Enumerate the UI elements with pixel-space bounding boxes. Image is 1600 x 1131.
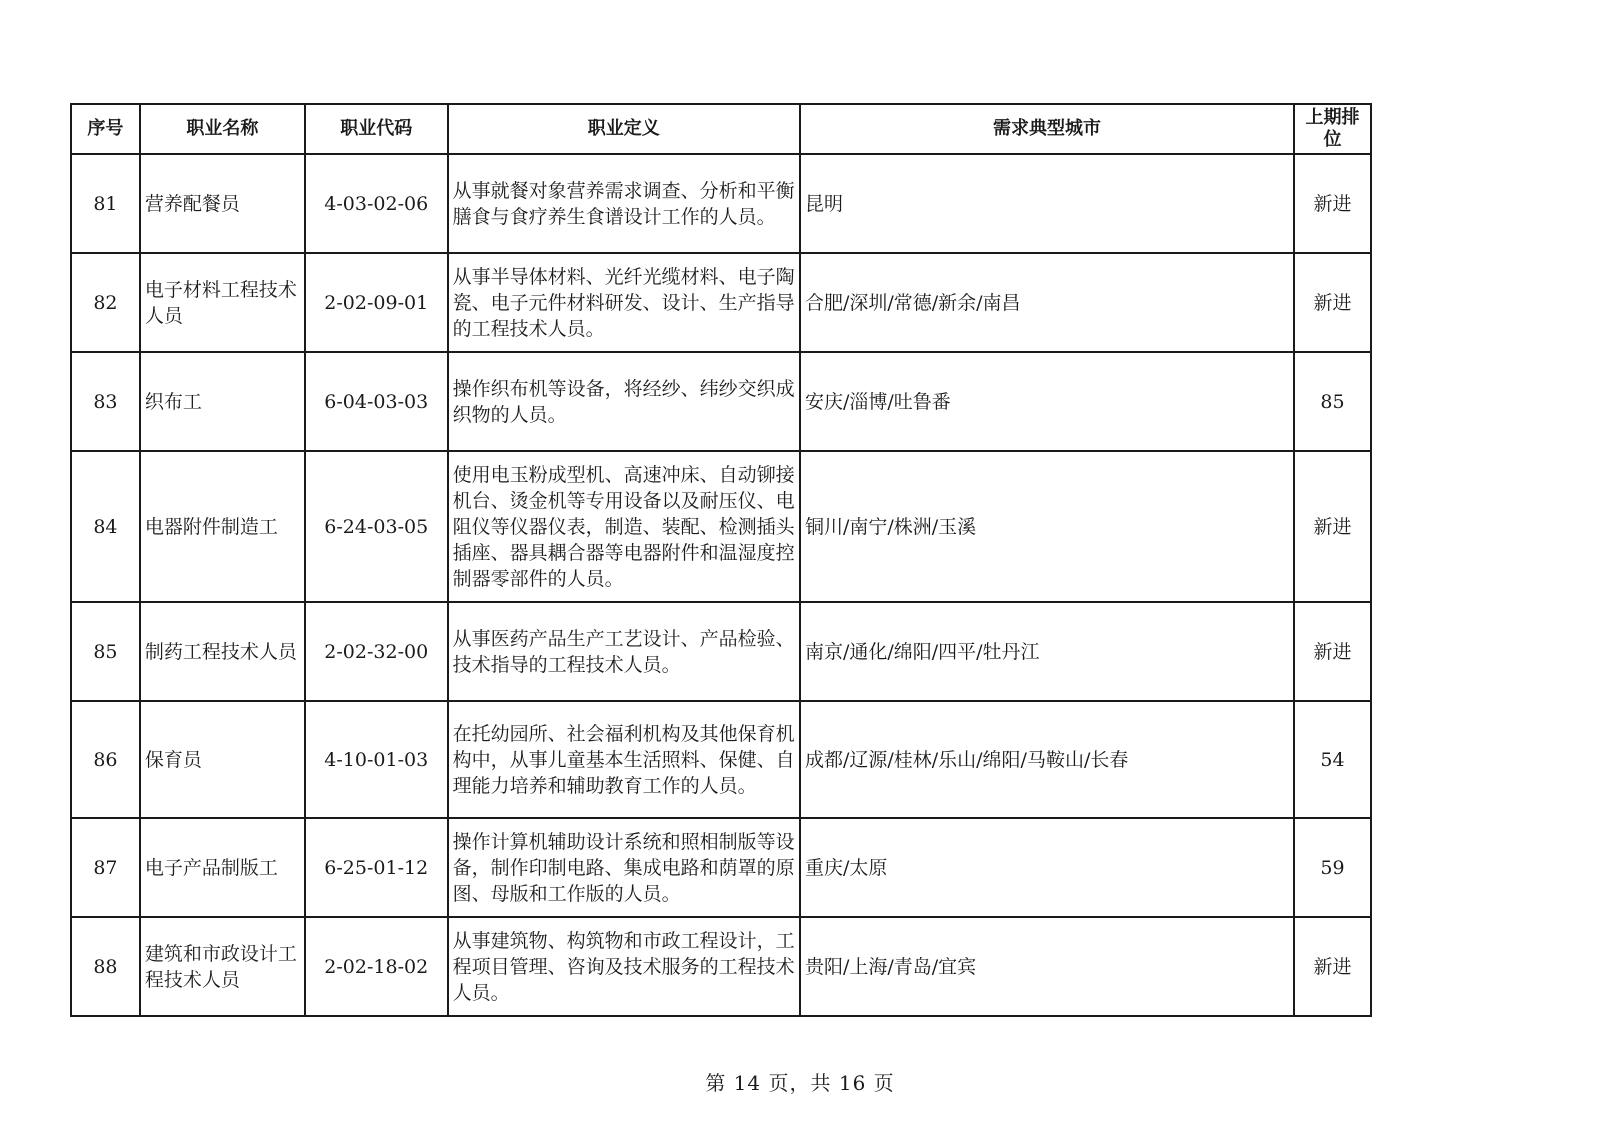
cell-no: 86 — [71, 701, 140, 818]
cell-definition: 操作计算机辅助设计系统和照相制版等设备，制作印制电路、集成电路和荫罩的原图、母版和工作版的人员。 — [448, 818, 800, 917]
table-row — [71, 917, 1371, 1016]
cell-name: 电子产品制版工 — [140, 818, 305, 917]
cell-name: 建筑和市政设计工程技术人员 — [140, 917, 305, 1016]
table-row — [71, 451, 1371, 602]
header-code: 职业代码 — [305, 104, 448, 154]
cell-cities: 昆明 — [800, 154, 1294, 253]
cell-cities: 铜川/南宁/株洲/玉溪 — [800, 451, 1294, 602]
cell-prev-rank: 新进 — [1294, 154, 1371, 253]
cell-code: 2-02-09-01 — [305, 253, 448, 352]
cell-prev-rank: 新进 — [1294, 253, 1371, 352]
cell-code: 6-25-01-12 — [305, 818, 448, 917]
cell-no: 82 — [71, 253, 140, 352]
cell-definition: 使用电玉粉成型机、高速冲床、自动铆接机台、烫金机等专用设备以及耐压仪、电阻仪等仪器仪表，制造、装配、检测插头插座、器具耦合器等电器附件和温湿度控制器零部件的人员。 — [448, 451, 800, 602]
cell-name: 保育员 — [140, 701, 305, 818]
cell-prev-rank: 新进 — [1294, 602, 1371, 701]
cell-definition: 操作织布机等设备，将经纱、纬纱交织成织物的人员。 — [448, 352, 800, 451]
cell-code: 4-03-02-06 — [305, 154, 448, 253]
cell-cities: 重庆/太原 — [800, 818, 1294, 917]
cell-no: 88 — [71, 917, 140, 1016]
table-row — [71, 253, 1371, 352]
cell-definition: 从事医药产品生产工艺设计、产品检验、技术指导的工程技术人员。 — [448, 602, 800, 701]
page-footer: 第 14 页，共 16 页 — [705, 1071, 895, 1095]
table-header-row — [71, 104, 1371, 154]
cell-cities: 合肥/深圳/常德/新余/南昌 — [800, 253, 1294, 352]
cell-definition: 从事建筑物、构筑物和市政工程设计，工程项目管理、咨询及技术服务的工程技术人员。 — [448, 917, 800, 1016]
table-row — [71, 154, 1371, 253]
cell-cities: 安庆/淄博/吐鲁番 — [800, 352, 1294, 451]
table-row — [71, 701, 1371, 818]
cell-no: 85 — [71, 602, 140, 701]
occupation-table — [70, 103, 1372, 1017]
cell-prev-rank: 新进 — [1294, 917, 1371, 1016]
cell-name: 营养配餐员 — [140, 154, 305, 253]
cell-cities: 南京/通化/绵阳/四平/牡丹江 — [800, 602, 1294, 701]
cell-no: 87 — [71, 818, 140, 917]
header-name: 职业名称 — [140, 104, 305, 154]
cell-definition: 从事半导体材料、光纤光缆材料、电子陶瓷、电子元件材料研发、设计、生产指导的工程技术人员。 — [448, 253, 800, 352]
cell-no: 81 — [71, 154, 140, 253]
cell-name: 织布工 — [140, 352, 305, 451]
cell-name: 电器附件制造工 — [140, 451, 305, 602]
cell-prev-rank: 54 — [1294, 701, 1371, 818]
header-prev-rank: 上期排位 — [1294, 104, 1371, 154]
cell-definition: 在托幼园所、社会福利机构及其他保育机构中，从事儿童基本生活照料、保健、自理能力培养和辅助教育工作的人员。 — [448, 701, 800, 818]
cell-cities: 贵阳/上海/青岛/宜宾 — [800, 917, 1294, 1016]
cell-code: 6-04-03-03 — [305, 352, 448, 451]
cell-code: 2-02-18-02 — [305, 917, 448, 1016]
cell-prev-rank: 59 — [1294, 818, 1371, 917]
cell-code: 2-02-32-00 — [305, 602, 448, 701]
cell-definition: 从事就餐对象营养需求调查、分析和平衡膳食与食疗养生食谱设计工作的人员。 — [448, 154, 800, 253]
table-row — [71, 352, 1371, 451]
cell-code: 6-24-03-05 — [305, 451, 448, 602]
header-definition: 职业定义 — [448, 104, 800, 154]
table-row — [71, 602, 1371, 701]
cell-no: 84 — [71, 451, 140, 602]
cell-code: 4-10-01-03 — [305, 701, 448, 818]
cell-name: 电子材料工程技术人员 — [140, 253, 305, 352]
cell-name: 制药工程技术人员 — [140, 602, 305, 701]
cell-no: 83 — [71, 352, 140, 451]
table-row — [71, 818, 1371, 917]
cell-prev-rank: 85 — [1294, 352, 1371, 451]
header-cities: 需求典型城市 — [800, 104, 1294, 154]
cell-cities: 成都/辽源/桂林/乐山/绵阳/马鞍山/长春 — [800, 701, 1294, 818]
header-no: 序号 — [71, 104, 140, 154]
cell-prev-rank: 新进 — [1294, 451, 1371, 602]
